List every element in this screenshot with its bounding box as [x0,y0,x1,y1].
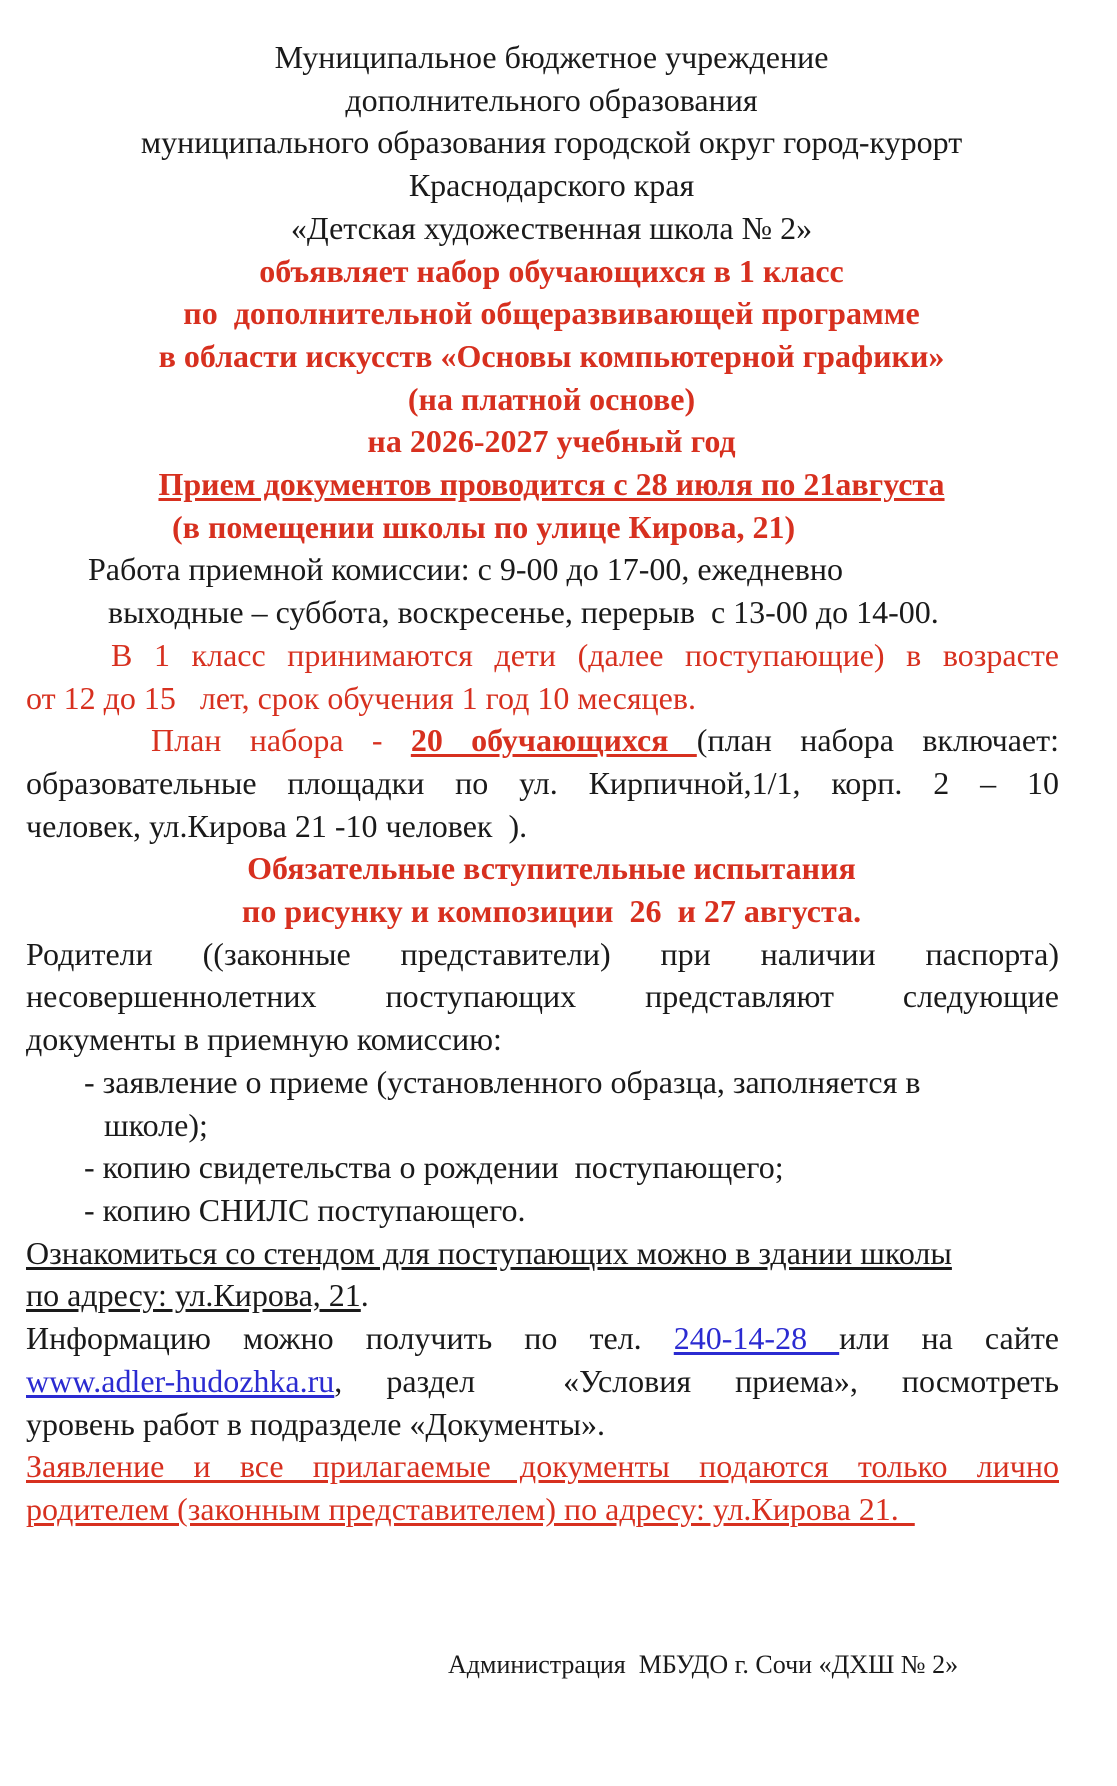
submission-notice [26,1445,1059,1530]
stand-info [26,1232,1059,1317]
schedule-line: выходные – суббота, воскресенье, перерыв с 13-00 до 14-00. [108,594,939,631]
info-mid: или на сайте [839,1320,1060,1357]
plan-count: 20 обучающихся [410,722,697,759]
reception-dates: Прием документов проводится с 28 июля по 21августа [158,466,945,503]
parents-line: Родители ((законные представители) при наличии паспорта) [26,935,1059,972]
exams-line: по рисунку и композиции 26 и 27 августа. [241,893,862,930]
info-section: , раздел «Условия приема», посмотреть [334,1362,1059,1399]
enrollment-plan [26,719,1059,847]
contact-info [26,1317,1059,1445]
header-line: «Детская художественная школа № 2» [290,209,813,246]
header-line: дополнительного образования [345,81,758,118]
plan-details: (план набора включает: [696,722,1060,759]
administration-signature: Администрация МБУДО г. Сочи «ДХШ № 2» [448,1650,959,1679]
info-prefix: Информацию можно получить по тел. [26,1320,674,1357]
list-item-continuation: школе); [104,1106,208,1143]
exams-line: Обязательные вступительные испытания [247,850,856,887]
commission-schedule [26,548,1059,633]
announcement-line: по дополнительной общеразвивающей программе [183,295,920,332]
header-line: Краснодарского края [408,167,695,204]
list-item: - копию СНИЛС поступающего. [84,1191,526,1228]
announcement-line: (на платной основе) [407,380,696,417]
parents-line: документы в приемную комиссию: [26,1021,502,1058]
documents-list [26,1061,1059,1232]
header-line: Муниципальное бюджетное учреждение [274,39,829,75]
age-line: В 1 класс принимаются дети (далее поступающие) в возрасте [111,636,1059,673]
institution-header [26,36,1059,250]
stand-address: по адресу: ул.Кирова, 21 [26,1277,361,1314]
parents-info [26,933,1059,1061]
plan-line: человек, ул.Кирова 21 -10 человек ). [26,807,528,844]
header-line: муниципального образования городской округ город-курорт [140,124,963,161]
website-link[interactable]: www.adler-hudozhka.ru [26,1362,335,1399]
schedule-line: Работа приемной комиссии: с 9-00 до 17-00, ежедневно [88,551,843,588]
announcement-line: объявляет набор обучающихся в 1 класс [259,252,844,289]
notice-line: Заявление и все прилагаемые документы подаются только лично [26,1448,1059,1485]
age-line: от 12 до 15 лет, срок обучения 1 год 10 месяцев. [26,679,696,716]
announcement-line: на 2026-2027 учебный год [367,423,736,460]
age-info [26,634,1059,719]
parents-line: несовершеннолетних поступающих представляют следующие [26,978,1059,1015]
reception-info [26,463,1059,548]
info-line: уровень работ в подразделе «Документы». [26,1405,605,1442]
phone-link[interactable]: 240-14-28 [673,1320,840,1357]
announcement-line: в области искусств «Основы компьютерной графики» [158,337,945,374]
plan-line: образовательные площадки по ул. Кирпичной,1/1, корп. 2 – 10 [26,764,1059,801]
announcement [26,250,1059,464]
entrance-exams [26,847,1059,932]
plan-prefix: План набора - [151,722,411,759]
list-item: - заявление о приеме (установленного образца, заполняется в [84,1063,921,1100]
reception-place: (в помещении школы по улице Кирова, 21) [172,508,796,545]
stand-period: . [360,1277,369,1314]
stand-line: Ознакомиться со стендом для поступающих можно в здании школы [26,1234,952,1271]
list-item: - копию свидетельства о рождении поступающего; [84,1149,784,1186]
notice-line: родителем (законным представителем) по адресу: ул.Кирова 21. [26,1490,915,1527]
